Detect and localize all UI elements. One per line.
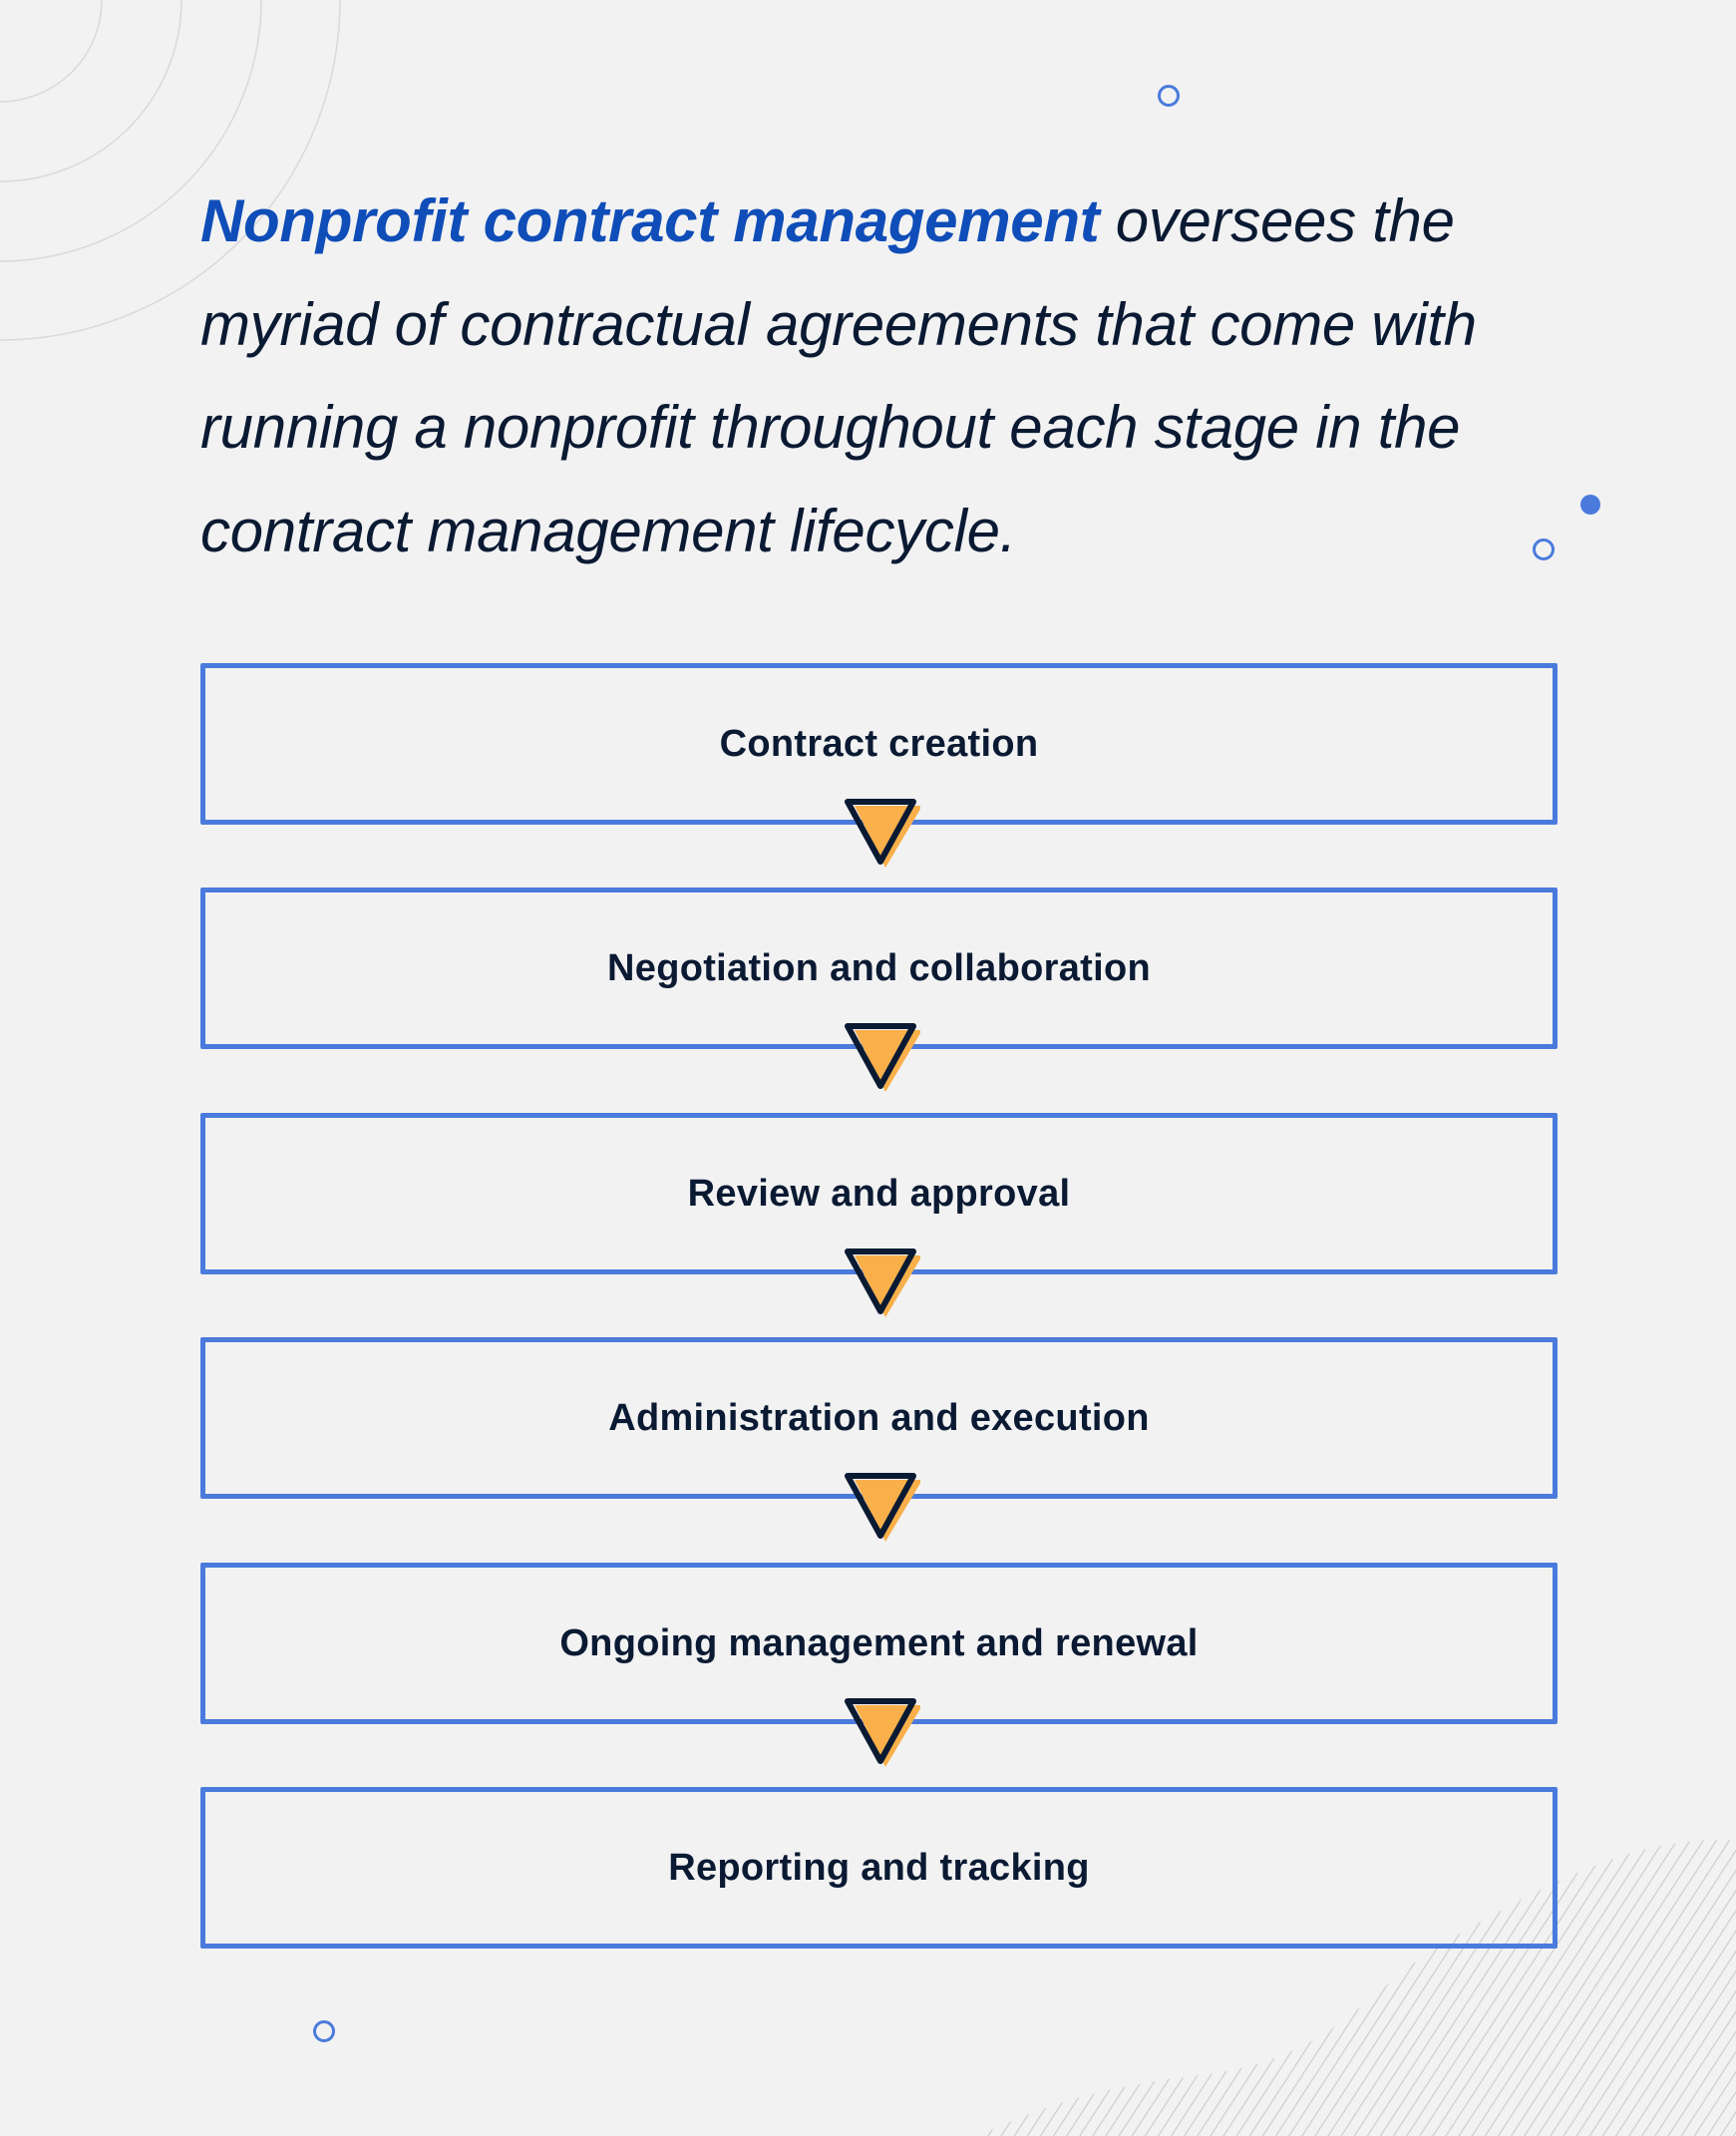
step-label: Ongoing management and renewal [559,1621,1199,1664]
circle-outline-icon [312,2019,336,2043]
intro-paragraph [200,170,1596,582]
down-triangle-icon [841,798,920,870]
down-triangle-icon [841,1697,920,1769]
intro-text: oversees the myriad of contractual agreements that come with running a nonprofit throughout each stage in the contract management lifecycle. [200,187,1477,564]
intro-highlight: Nonprofit contract management [200,187,1100,254]
step-box-reporting [200,1787,1558,1949]
step-label: Contract creation [719,722,1039,765]
step-label: Negotiation and collaboration [607,946,1151,989]
step-label: Administration and execution [608,1396,1150,1439]
circle-outline-icon [1157,84,1181,108]
down-triangle-icon [841,1472,920,1544]
down-triangle-icon [841,1247,920,1319]
step-label: Review and approval [687,1172,1071,1215]
step-label: Reporting and tracking [668,1846,1090,1889]
down-triangle-icon [841,1022,920,1094]
